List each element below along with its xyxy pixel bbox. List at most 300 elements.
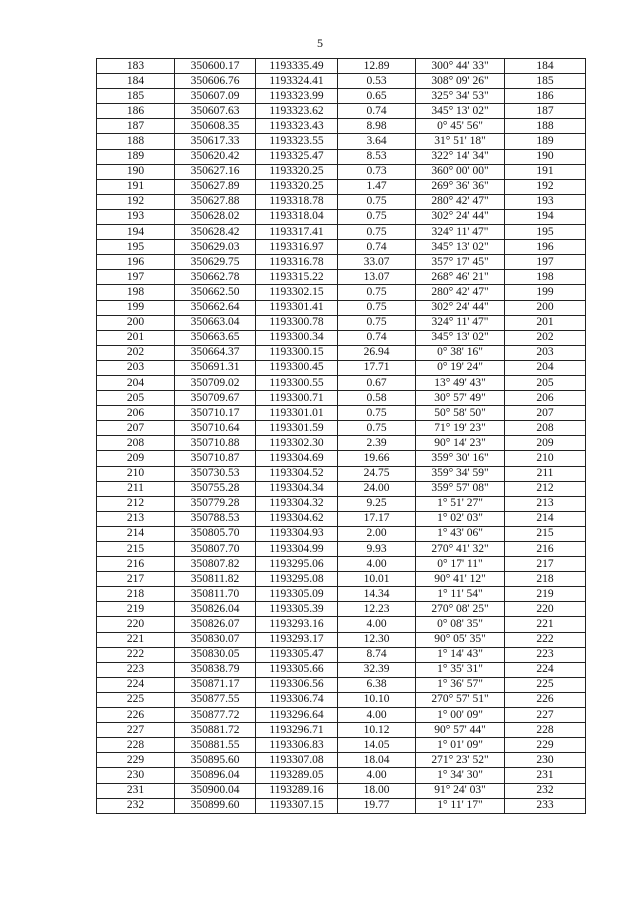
table-row bbox=[97, 481, 586, 496]
point-number-cell: 188 bbox=[97, 134, 175, 149]
distance-cell: 19.77 bbox=[338, 798, 416, 813]
table-row bbox=[97, 753, 586, 768]
y-coordinate-cell: 1193301.41 bbox=[256, 300, 338, 315]
distance-cell: 3.64 bbox=[338, 134, 416, 149]
point-number-cell: 194 bbox=[97, 225, 175, 240]
next-point-cell: 201 bbox=[505, 315, 586, 330]
x-coordinate-cell: 350881.55 bbox=[175, 738, 256, 753]
distance-cell: 14.34 bbox=[338, 587, 416, 602]
y-coordinate-cell: 1193306.83 bbox=[256, 738, 338, 753]
next-point-cell: 199 bbox=[505, 285, 586, 300]
point-number-cell: 190 bbox=[97, 164, 175, 179]
y-coordinate-cell: 1193305.47 bbox=[256, 647, 338, 662]
y-coordinate-cell: 1193289.16 bbox=[256, 783, 338, 798]
distance-cell: 0.58 bbox=[338, 391, 416, 406]
table-row bbox=[97, 587, 586, 602]
point-number-cell: 200 bbox=[97, 315, 175, 330]
distance-cell: 8.74 bbox=[338, 647, 416, 662]
table-row bbox=[97, 240, 586, 255]
distance-cell: 33.07 bbox=[338, 255, 416, 270]
table-row bbox=[97, 119, 586, 134]
bearing-cell: 302° 24' 44" bbox=[416, 209, 505, 224]
table-row bbox=[97, 572, 586, 587]
x-coordinate-cell: 350811.70 bbox=[175, 587, 256, 602]
point-number-cell: 189 bbox=[97, 149, 175, 164]
table-row bbox=[97, 511, 586, 526]
point-number-cell: 205 bbox=[97, 391, 175, 406]
x-coordinate-cell: 350663.04 bbox=[175, 315, 256, 330]
y-coordinate-cell: 1193300.45 bbox=[256, 360, 338, 375]
table-row bbox=[97, 225, 586, 240]
bearing-cell: 1° 02' 03" bbox=[416, 511, 505, 526]
next-point-cell: 200 bbox=[505, 300, 586, 315]
y-coordinate-cell: 1193325.47 bbox=[256, 149, 338, 164]
table-row bbox=[97, 662, 586, 677]
x-coordinate-cell: 350895.60 bbox=[175, 753, 256, 768]
table-row bbox=[97, 602, 586, 617]
y-coordinate-cell: 1193304.34 bbox=[256, 481, 338, 496]
bearing-cell: 31° 51' 18" bbox=[416, 134, 505, 149]
point-number-cell: 187 bbox=[97, 119, 175, 134]
table-row bbox=[97, 496, 586, 511]
point-number-cell: 217 bbox=[97, 572, 175, 587]
y-coordinate-cell: 1193318.78 bbox=[256, 194, 338, 209]
bearing-cell: 280° 42' 47" bbox=[416, 194, 505, 209]
x-coordinate-cell: 350620.42 bbox=[175, 149, 256, 164]
x-coordinate-cell: 350662.50 bbox=[175, 285, 256, 300]
x-coordinate-cell: 350811.82 bbox=[175, 572, 256, 587]
x-coordinate-cell: 350664.37 bbox=[175, 345, 256, 360]
x-coordinate-cell: 350606.76 bbox=[175, 74, 256, 89]
next-point-cell: 194 bbox=[505, 209, 586, 224]
x-coordinate-cell: 350607.63 bbox=[175, 104, 256, 119]
x-coordinate-cell: 350709.02 bbox=[175, 375, 256, 390]
distance-cell: 0.75 bbox=[338, 209, 416, 224]
y-coordinate-cell: 1193305.66 bbox=[256, 662, 338, 677]
x-coordinate-cell: 350877.55 bbox=[175, 692, 256, 707]
y-coordinate-cell: 1193304.93 bbox=[256, 526, 338, 541]
table-row bbox=[97, 194, 586, 209]
point-number-cell: 226 bbox=[97, 708, 175, 723]
y-coordinate-cell: 1193300.15 bbox=[256, 345, 338, 360]
distance-cell: 26.94 bbox=[338, 345, 416, 360]
x-coordinate-cell: 350830.05 bbox=[175, 647, 256, 662]
distance-cell: 0.67 bbox=[338, 375, 416, 390]
point-number-cell: 216 bbox=[97, 557, 175, 572]
x-coordinate-cell: 350607.09 bbox=[175, 89, 256, 104]
point-number-cell: 191 bbox=[97, 179, 175, 194]
x-coordinate-cell: 350805.70 bbox=[175, 526, 256, 541]
bearing-cell: 13° 49' 43" bbox=[416, 375, 505, 390]
table-row bbox=[97, 104, 586, 119]
next-point-cell: 203 bbox=[505, 345, 586, 360]
next-point-cell: 192 bbox=[505, 179, 586, 194]
point-number-cell: 202 bbox=[97, 345, 175, 360]
x-coordinate-cell: 350779.28 bbox=[175, 496, 256, 511]
distance-cell: 0.65 bbox=[338, 89, 416, 104]
x-coordinate-cell: 350608.35 bbox=[175, 119, 256, 134]
distance-cell: 1.47 bbox=[338, 179, 416, 194]
table-row bbox=[97, 451, 586, 466]
point-number-cell: 221 bbox=[97, 632, 175, 647]
bearing-cell: 268° 46' 21" bbox=[416, 270, 505, 285]
distance-cell: 0.75 bbox=[338, 421, 416, 436]
table-row bbox=[97, 164, 586, 179]
bearing-cell: 1° 11' 17" bbox=[416, 798, 505, 813]
table-row bbox=[97, 738, 586, 753]
table-row bbox=[97, 149, 586, 164]
bearing-cell: 0° 19' 24" bbox=[416, 360, 505, 375]
bearing-cell: 30° 57' 49" bbox=[416, 391, 505, 406]
distance-cell: 6.38 bbox=[338, 677, 416, 692]
next-point-cell: 208 bbox=[505, 421, 586, 436]
table-row bbox=[97, 723, 586, 738]
y-coordinate-cell: 1193316.78 bbox=[256, 255, 338, 270]
table-row bbox=[97, 375, 586, 390]
table-row bbox=[97, 209, 586, 224]
distance-cell: 17.71 bbox=[338, 360, 416, 375]
table-row bbox=[97, 255, 586, 270]
bearing-cell: 359° 30' 16" bbox=[416, 451, 505, 466]
x-coordinate-cell: 350730.53 bbox=[175, 466, 256, 481]
y-coordinate-cell: 1193307.15 bbox=[256, 798, 338, 813]
next-point-cell: 197 bbox=[505, 255, 586, 270]
next-point-cell: 204 bbox=[505, 360, 586, 375]
distance-cell: 0.75 bbox=[338, 225, 416, 240]
distance-cell: 0.75 bbox=[338, 406, 416, 421]
point-number-cell: 208 bbox=[97, 436, 175, 451]
point-number-cell: 204 bbox=[97, 375, 175, 390]
bearing-cell: 308° 09' 26" bbox=[416, 74, 505, 89]
table-row bbox=[97, 542, 586, 557]
next-point-cell: 187 bbox=[505, 104, 586, 119]
table-row bbox=[97, 89, 586, 104]
x-coordinate-cell: 350710.17 bbox=[175, 406, 256, 421]
bearing-cell: 1° 36' 57" bbox=[416, 677, 505, 692]
next-point-cell: 205 bbox=[505, 375, 586, 390]
distance-cell: 0.75 bbox=[338, 315, 416, 330]
table-row bbox=[97, 421, 586, 436]
x-coordinate-cell: 350710.64 bbox=[175, 421, 256, 436]
y-coordinate-cell: 1193293.16 bbox=[256, 617, 338, 632]
table-row bbox=[97, 330, 586, 345]
bearing-cell: 90° 05' 35" bbox=[416, 632, 505, 647]
point-number-cell: 215 bbox=[97, 542, 175, 557]
y-coordinate-cell: 1193304.69 bbox=[256, 451, 338, 466]
point-number-cell: 192 bbox=[97, 194, 175, 209]
bearing-cell: 345° 13' 02" bbox=[416, 240, 505, 255]
distance-cell: 13.07 bbox=[338, 270, 416, 285]
point-number-cell: 230 bbox=[97, 768, 175, 783]
bearing-cell: 269° 36' 36" bbox=[416, 179, 505, 194]
distance-cell: 10.01 bbox=[338, 572, 416, 587]
y-coordinate-cell: 1193300.78 bbox=[256, 315, 338, 330]
table-row bbox=[97, 632, 586, 647]
table-row bbox=[97, 783, 586, 798]
table-row bbox=[97, 406, 586, 421]
distance-cell: 10.10 bbox=[338, 692, 416, 707]
next-point-cell: 217 bbox=[505, 557, 586, 572]
table-row bbox=[97, 708, 586, 723]
next-point-cell: 220 bbox=[505, 602, 586, 617]
y-coordinate-cell: 1193304.62 bbox=[256, 511, 338, 526]
distance-cell: 19.66 bbox=[338, 451, 416, 466]
point-number-cell: 195 bbox=[97, 240, 175, 255]
distance-cell: 0.74 bbox=[338, 240, 416, 255]
table-row bbox=[97, 798, 586, 813]
x-coordinate-cell: 350629.03 bbox=[175, 240, 256, 255]
distance-cell: 0.74 bbox=[338, 330, 416, 345]
bearing-cell: 325° 34' 53" bbox=[416, 89, 505, 104]
table-row bbox=[97, 285, 586, 300]
coordinates-table bbox=[96, 58, 586, 814]
next-point-cell: 224 bbox=[505, 662, 586, 677]
y-coordinate-cell: 1193324.41 bbox=[256, 74, 338, 89]
next-point-cell: 211 bbox=[505, 466, 586, 481]
next-point-cell: 184 bbox=[505, 59, 586, 74]
bearing-cell: 322° 14' 34" bbox=[416, 149, 505, 164]
y-coordinate-cell: 1193300.71 bbox=[256, 391, 338, 406]
y-coordinate-cell: 1193335.49 bbox=[256, 59, 338, 74]
point-number-cell: 210 bbox=[97, 466, 175, 481]
point-number-cell: 213 bbox=[97, 511, 175, 526]
point-number-cell: 222 bbox=[97, 647, 175, 662]
distance-cell: 17.17 bbox=[338, 511, 416, 526]
next-point-cell: 219 bbox=[505, 587, 586, 602]
bearing-cell: 270° 57' 51" bbox=[416, 692, 505, 707]
bearing-cell: 0° 38' 16" bbox=[416, 345, 505, 360]
next-point-cell: 191 bbox=[505, 164, 586, 179]
point-number-cell: 227 bbox=[97, 723, 175, 738]
next-point-cell: 190 bbox=[505, 149, 586, 164]
x-coordinate-cell: 350709.67 bbox=[175, 391, 256, 406]
y-coordinate-cell: 1193300.55 bbox=[256, 375, 338, 390]
y-coordinate-cell: 1193304.32 bbox=[256, 496, 338, 511]
y-coordinate-cell: 1193302.15 bbox=[256, 285, 338, 300]
next-point-cell: 202 bbox=[505, 330, 586, 345]
x-coordinate-cell: 350755.28 bbox=[175, 481, 256, 496]
y-coordinate-cell: 1193305.09 bbox=[256, 587, 338, 602]
y-coordinate-cell: 1193301.01 bbox=[256, 406, 338, 421]
y-coordinate-cell: 1193296.71 bbox=[256, 723, 338, 738]
distance-cell: 0.75 bbox=[338, 194, 416, 209]
x-coordinate-cell: 350826.04 bbox=[175, 602, 256, 617]
table-row bbox=[97, 360, 586, 375]
point-number-cell: 186 bbox=[97, 104, 175, 119]
y-coordinate-cell: 1193304.52 bbox=[256, 466, 338, 481]
x-coordinate-cell: 350627.88 bbox=[175, 194, 256, 209]
next-point-cell: 221 bbox=[505, 617, 586, 632]
bearing-cell: 71° 19' 23" bbox=[416, 421, 505, 436]
distance-cell: 24.75 bbox=[338, 466, 416, 481]
coordinates-table-body bbox=[97, 59, 586, 814]
table-row bbox=[97, 768, 586, 783]
x-coordinate-cell: 350627.16 bbox=[175, 164, 256, 179]
table-row bbox=[97, 300, 586, 315]
x-coordinate-cell: 350628.02 bbox=[175, 209, 256, 224]
bearing-cell: 91° 24' 03" bbox=[416, 783, 505, 798]
y-coordinate-cell: 1193323.55 bbox=[256, 134, 338, 149]
point-number-cell: 225 bbox=[97, 692, 175, 707]
x-coordinate-cell: 350662.64 bbox=[175, 300, 256, 315]
distance-cell: 12.89 bbox=[338, 59, 416, 74]
x-coordinate-cell: 350628.42 bbox=[175, 225, 256, 240]
distance-cell: 8.98 bbox=[338, 119, 416, 134]
bearing-cell: 302° 24' 44" bbox=[416, 300, 505, 315]
y-coordinate-cell: 1193301.59 bbox=[256, 421, 338, 436]
point-number-cell: 224 bbox=[97, 677, 175, 692]
x-coordinate-cell: 350629.75 bbox=[175, 255, 256, 270]
distance-cell: 18.00 bbox=[338, 783, 416, 798]
next-point-cell: 186 bbox=[505, 89, 586, 104]
table-row bbox=[97, 557, 586, 572]
x-coordinate-cell: 350617.33 bbox=[175, 134, 256, 149]
bearing-cell: 359° 34' 59" bbox=[416, 466, 505, 481]
next-point-cell: 216 bbox=[505, 542, 586, 557]
distance-cell: 0.74 bbox=[338, 104, 416, 119]
point-number-cell: 228 bbox=[97, 738, 175, 753]
table-row bbox=[97, 270, 586, 285]
next-point-cell: 226 bbox=[505, 692, 586, 707]
next-point-cell: 218 bbox=[505, 572, 586, 587]
x-coordinate-cell: 350877.72 bbox=[175, 708, 256, 723]
distance-cell: 9.93 bbox=[338, 542, 416, 557]
distance-cell: 18.04 bbox=[338, 753, 416, 768]
point-number-cell: 214 bbox=[97, 526, 175, 541]
y-coordinate-cell: 1193304.99 bbox=[256, 542, 338, 557]
distance-cell: 4.00 bbox=[338, 768, 416, 783]
distance-cell: 14.05 bbox=[338, 738, 416, 753]
bearing-cell: 1° 34' 30" bbox=[416, 768, 505, 783]
next-point-cell: 231 bbox=[505, 768, 586, 783]
table-row bbox=[97, 315, 586, 330]
table-row bbox=[97, 345, 586, 360]
point-number-cell: 211 bbox=[97, 481, 175, 496]
y-coordinate-cell: 1193306.74 bbox=[256, 692, 338, 707]
table-row bbox=[97, 692, 586, 707]
next-point-cell: 198 bbox=[505, 270, 586, 285]
point-number-cell: 218 bbox=[97, 587, 175, 602]
distance-cell: 2.39 bbox=[338, 436, 416, 451]
x-coordinate-cell: 350896.04 bbox=[175, 768, 256, 783]
y-coordinate-cell: 1193320.25 bbox=[256, 179, 338, 194]
distance-cell: 4.00 bbox=[338, 557, 416, 572]
x-coordinate-cell: 350691.31 bbox=[175, 360, 256, 375]
bearing-cell: 1° 01' 09" bbox=[416, 738, 505, 753]
x-coordinate-cell: 350900.04 bbox=[175, 783, 256, 798]
x-coordinate-cell: 350807.82 bbox=[175, 557, 256, 572]
bearing-cell: 345° 13' 02" bbox=[416, 104, 505, 119]
table-row bbox=[97, 134, 586, 149]
x-coordinate-cell: 350662.78 bbox=[175, 270, 256, 285]
y-coordinate-cell: 1193323.43 bbox=[256, 119, 338, 134]
bearing-cell: 271° 23' 52" bbox=[416, 753, 505, 768]
point-number-cell: 220 bbox=[97, 617, 175, 632]
next-point-cell: 188 bbox=[505, 119, 586, 134]
distance-cell: 0.73 bbox=[338, 164, 416, 179]
point-number-cell: 185 bbox=[97, 89, 175, 104]
bearing-cell: 1° 35' 31" bbox=[416, 662, 505, 677]
bearing-cell: 1° 43' 06" bbox=[416, 526, 505, 541]
y-coordinate-cell: 1193306.56 bbox=[256, 677, 338, 692]
y-coordinate-cell: 1193300.34 bbox=[256, 330, 338, 345]
bearing-cell: 1° 51' 27" bbox=[416, 496, 505, 511]
bearing-cell: 0° 45' 56" bbox=[416, 119, 505, 134]
next-point-cell: 223 bbox=[505, 647, 586, 662]
next-point-cell: 189 bbox=[505, 134, 586, 149]
bearing-cell: 90° 57' 44" bbox=[416, 723, 505, 738]
y-coordinate-cell: 1193317.41 bbox=[256, 225, 338, 240]
y-coordinate-cell: 1193305.39 bbox=[256, 602, 338, 617]
table-row bbox=[97, 617, 586, 632]
x-coordinate-cell: 350899.60 bbox=[175, 798, 256, 813]
next-point-cell: 195 bbox=[505, 225, 586, 240]
y-coordinate-cell: 1193307.08 bbox=[256, 753, 338, 768]
table-row bbox=[97, 526, 586, 541]
point-number-cell: 198 bbox=[97, 285, 175, 300]
distance-cell: 0.75 bbox=[338, 300, 416, 315]
bearing-cell: 345° 13' 02" bbox=[416, 330, 505, 345]
bearing-cell: 0° 08' 35" bbox=[416, 617, 505, 632]
table-row bbox=[97, 74, 586, 89]
point-number-cell: 193 bbox=[97, 209, 175, 224]
y-coordinate-cell: 1193302.30 bbox=[256, 436, 338, 451]
point-number-cell: 209 bbox=[97, 451, 175, 466]
y-coordinate-cell: 1193293.17 bbox=[256, 632, 338, 647]
bearing-cell: 1° 00' 09" bbox=[416, 708, 505, 723]
y-coordinate-cell: 1193295.08 bbox=[256, 572, 338, 587]
bearing-cell: 90° 41' 12" bbox=[416, 572, 505, 587]
distance-cell: 10.12 bbox=[338, 723, 416, 738]
y-coordinate-cell: 1193289.05 bbox=[256, 768, 338, 783]
point-number-cell: 232 bbox=[97, 798, 175, 813]
next-point-cell: 214 bbox=[505, 511, 586, 526]
bearing-cell: 324° 11' 47" bbox=[416, 315, 505, 330]
next-point-cell: 185 bbox=[505, 74, 586, 89]
point-number-cell: 184 bbox=[97, 74, 175, 89]
table-row bbox=[97, 436, 586, 451]
point-number-cell: 206 bbox=[97, 406, 175, 421]
bearing-cell: 1° 11' 54" bbox=[416, 587, 505, 602]
distance-cell: 0.75 bbox=[338, 285, 416, 300]
x-coordinate-cell: 350826.07 bbox=[175, 617, 256, 632]
x-coordinate-cell: 350830.07 bbox=[175, 632, 256, 647]
y-coordinate-cell: 1193318.04 bbox=[256, 209, 338, 224]
bearing-cell: 324° 11' 47" bbox=[416, 225, 505, 240]
y-coordinate-cell: 1193295.06 bbox=[256, 557, 338, 572]
point-number-cell: 219 bbox=[97, 602, 175, 617]
bearing-cell: 300° 44' 33" bbox=[416, 59, 505, 74]
bearing-cell: 0° 17' 11" bbox=[416, 557, 505, 572]
next-point-cell: 228 bbox=[505, 723, 586, 738]
point-number-cell: 207 bbox=[97, 421, 175, 436]
y-coordinate-cell: 1193320.25 bbox=[256, 164, 338, 179]
point-number-cell: 229 bbox=[97, 753, 175, 768]
y-coordinate-cell: 1193316.97 bbox=[256, 240, 338, 255]
point-number-cell: 203 bbox=[97, 360, 175, 375]
x-coordinate-cell: 350627.89 bbox=[175, 179, 256, 194]
bearing-cell: 360° 00' 00" bbox=[416, 164, 505, 179]
next-point-cell: 229 bbox=[505, 738, 586, 753]
bearing-cell: 270° 41' 32" bbox=[416, 542, 505, 557]
x-coordinate-cell: 350710.87 bbox=[175, 451, 256, 466]
y-coordinate-cell: 1193296.64 bbox=[256, 708, 338, 723]
distance-cell: 4.00 bbox=[338, 617, 416, 632]
next-point-cell: 230 bbox=[505, 753, 586, 768]
y-coordinate-cell: 1193323.62 bbox=[256, 104, 338, 119]
x-coordinate-cell: 350871.17 bbox=[175, 677, 256, 692]
distance-cell: 8.53 bbox=[338, 149, 416, 164]
